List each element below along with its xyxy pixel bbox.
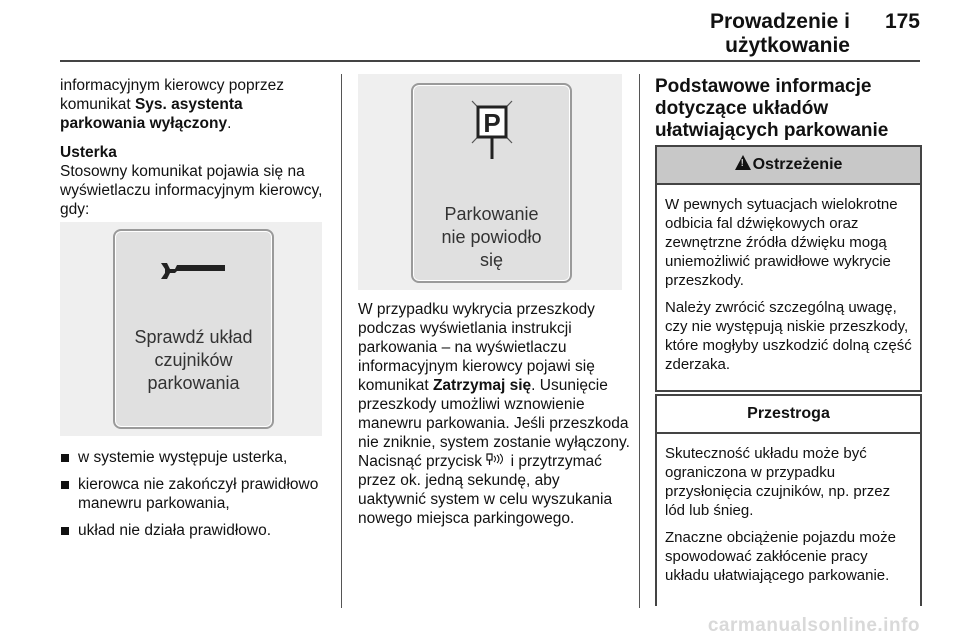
display-parking-failed [411,83,572,283]
left-column [60,76,332,229]
list-item: układ nie działa prawidłowo. [60,521,332,540]
display-line: się [479,250,503,270]
svg-text:P: P [483,108,501,138]
list-item: w systemie występuje usterka, [60,448,332,467]
fault-heading: Usterka [60,144,117,161]
obstacle-paragraph: W przypadku wykrycia przeszkody podczas wyświetlania instrukcji parkowania – na wyświetlaczu informacyjnym kierowcy pojawi się komunikat Zatrzymaj się. Usunięcie przeszkody umożliwi wznowienie manewru parkowania. Jeśli przeszkoda nie zniknie, system zostanie wyłączony. Nacisnąć przycisk i przytrzymać przez ok. jedną sekundę, aby uaktywnić system w celu wyszukania nowego miejsca parkingowego. [358,301,630,527]
parking-assist-button-icon [486,453,506,467]
bullet-list-container [60,448,332,548]
message-stop: Zatrzymaj się [432,377,532,394]
warning-paragraph: W pewnych sytuacjach wielokrotne odbicia fal dźwiękowych oraz zewnętrzne źródła dźwięku mogą uniemożliwić prawidłowe wykrycie przeszkody. [665,196,898,289]
display-line: Sprawdź układ [134,327,253,347]
warning-triangle-icon [735,155,751,170]
display-line: parkowania [147,373,240,393]
caution-header: Przestroga [657,396,920,434]
section-heading: Podstawowe informacje dotyczące układów ułatwiających parkowanie [655,76,889,141]
column-divider [341,74,342,608]
caution-paragraph: Skuteczność układu może być ograniczona w przypadku przysłonięcia czujników, np. przez lód lub śnieg. [665,445,891,519]
display-line: nie powiodło [441,227,542,247]
column-divider [639,74,640,608]
caution-paragraph: Znaczne obciążenie pojazdu może spowodować zakłócenie pracy układu ułatwiającego parkowanie. [665,529,896,584]
message-sys-off: Sys. asystenta parkowania wyłączony [60,96,243,132]
middle-text [358,300,630,538]
fault-paragraph: Stosowny komunikat pojawia się na wyświetlaczu informacyjnym kierowcy, gdy: [60,163,323,218]
parking-sign-icon [470,99,514,161]
warning-box [655,145,922,392]
warning-header: !Ostrzeżenie [657,147,920,185]
warning-paragraph: Należy zwrócić szczególną uwagę, czy nie występują niskie przeszkody, które mogłyby uszkodzić dolną część zderzaka. [665,299,912,373]
display-line: czujników [154,350,233,370]
header-divider [60,60,920,62]
page-number: 175 [884,10,920,33]
intro-paragraph: informacyjnym kierowcy poprzez komunikat Sys. asystenta parkowania wyłączony. [60,77,284,132]
page-header-title: Prowadzenie i użytkowanie [709,10,850,57]
watermark: carmanualsonline.info [707,615,920,636]
list-item: kierowca nie zakończył prawidłowo manewru parkowania, [60,475,332,513]
fault-conditions-list [60,448,332,540]
wrench-icon [159,259,229,283]
display-check-sensors [113,229,274,429]
display-line: Parkowanie [444,204,539,224]
caution-box [655,394,922,606]
